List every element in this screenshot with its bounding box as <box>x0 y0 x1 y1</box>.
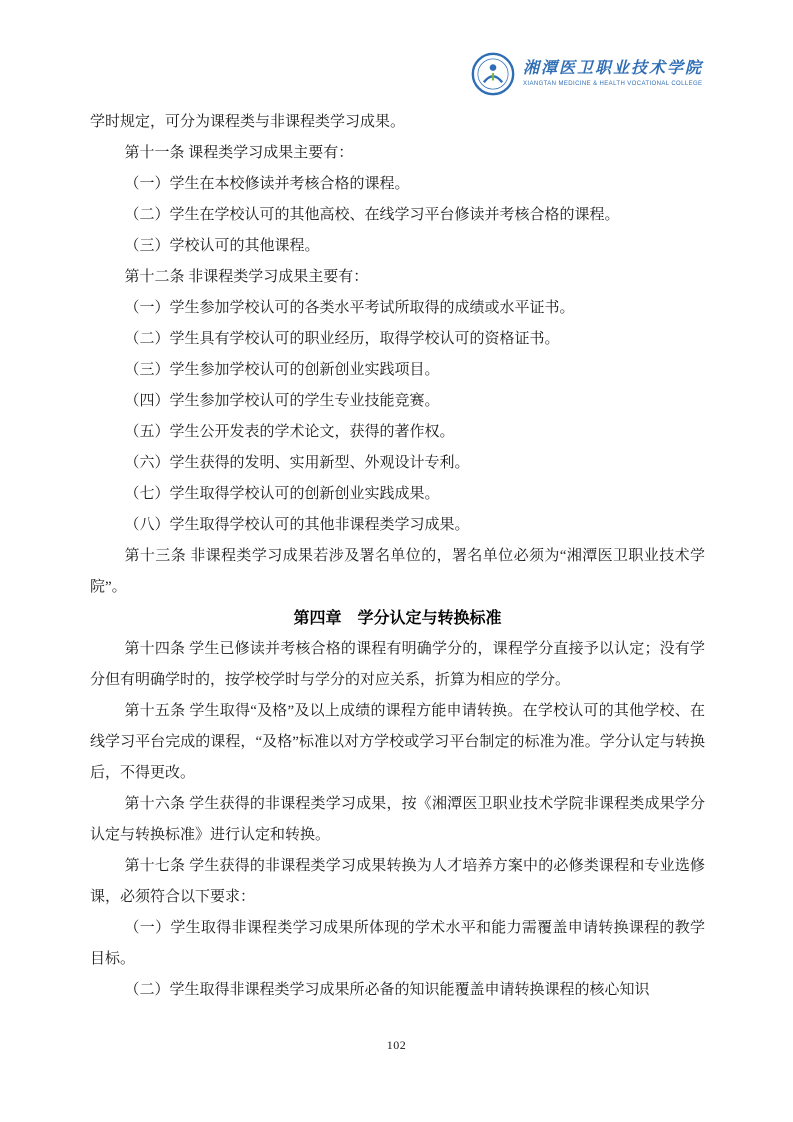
document-body <box>90 107 705 1006</box>
paragraph: （二）学生在学校认可的其他高校、在线学习平台修读并考核合格的课程。 <box>124 207 620 223</box>
paragraph: 第十四条 学生已修读并考核合格的课程有明确学分的，课程学分直接予以认定；没有学分但有明确学时的，按学校学时与学分的对应关系，折算为相应的学分。 <box>90 641 705 688</box>
paragraph: （八）学生取得学校认可的其他非课程类学习成果。 <box>124 517 470 533</box>
paragraph: 学时规定，可分为课程类与非课程类学习成果。 <box>90 114 406 130</box>
paragraph: （一）学生在本校修读并考核合格的课程。 <box>124 176 410 192</box>
college-logo <box>471 52 703 96</box>
paragraph: 第十一条 课程类学习成果主要有： <box>124 145 354 161</box>
paragraph: （五）学生公开发表的学术论文，获得的著作权。 <box>124 424 455 440</box>
paragraph: 第十二条 非课程类学习成果主要有： <box>124 269 369 285</box>
paragraph: 第十七条 学生获得的非课程类学习成果转换为人才培养方案中的必修类课程和专业选修课，必须符合以下要求： <box>90 858 705 905</box>
paragraph: （六）学生获得的发明、实用新型、外观设计专利。 <box>124 455 470 471</box>
paragraph: （二）学生取得非课程类学习成果所必备的知识能覆盖申请转换课程的核心知识 <box>124 982 650 998</box>
college-logo-icon <box>471 52 515 96</box>
paragraph: （三）学校认可的其他课程。 <box>124 238 320 254</box>
page-footer <box>0 1036 793 1054</box>
paragraph: 第十三条 非课程类学习成果若涉及署名单位的，署名单位必须为“湘潭医卫职业技术学院”。 <box>90 548 705 595</box>
paragraph: （二）学生具有学校认可的职业经历，取得学校认可的资格证书。 <box>124 331 560 347</box>
paragraph: （一）学生取得非课程类学习成果所体现的学术水平和能力需覆盖申请转换课程的教学目标。 <box>90 920 705 967</box>
college-name-cn: 湘潭医卫职业技术学院 <box>522 60 703 77</box>
paragraph: （四）学生参加学校认可的学生专业技能竞赛。 <box>124 393 440 409</box>
college-name-en: XIANGTAN MEDICINE & HEALTH VOCATIONAL COLLEGE <box>522 81 703 87</box>
paragraph: （七）学生取得学校认可的创新创业实践成果。 <box>124 486 440 502</box>
page-number: 102 <box>386 1038 407 1052</box>
college-logo-text <box>523 59 703 89</box>
chapter-heading: 第四章 学分认定与转换标准 <box>293 610 502 627</box>
paragraph: （三）学生参加学校认可的创新创业实践项目。 <box>124 362 440 378</box>
paragraph: （一）学生参加学校认可的各类水平考试所取得的成绩或水平证书。 <box>124 300 575 316</box>
paragraph: 第十五条 学生取得“及格”及以上成绩的课程方能申请转换。在学校认可的其他学校、在线学习平台完成的课程，“及格”标准以对方学校或学习平台制定的标准为准。学分认定与转换后，不得更改。 <box>90 703 705 781</box>
paragraph: 第十六条 学生获得的非课程类学习成果，按《湘潭医卫职业技术学院非课程类成果学分认定与转换标准》进行认定和转换。 <box>90 796 705 843</box>
